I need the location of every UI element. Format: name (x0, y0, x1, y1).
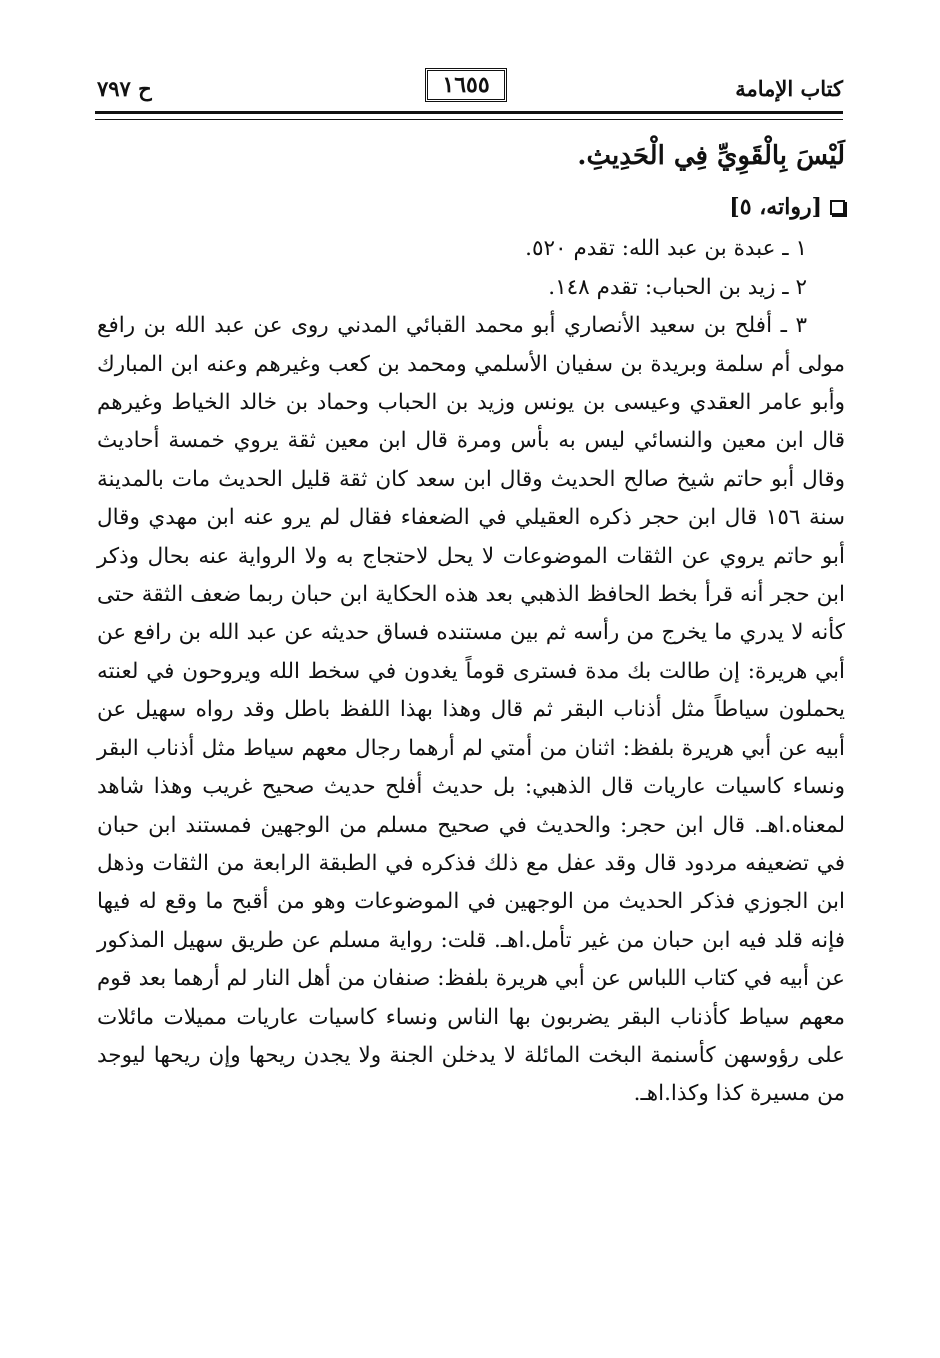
narrators-heading (97, 188, 845, 226)
book-title: كتاب الإمامة (735, 76, 843, 101)
narrators-heading-text: [رواته، ٥] (729, 194, 822, 220)
narrator-entry-1: ١ ـ عبدة بن عبد الله: تقدم ٥٢٠. (525, 236, 807, 262)
square-bullet-icon (830, 200, 845, 215)
narrator-entry-2: ٢ ـ زيد بن الحباب: تقدم ١٤٨. (548, 274, 807, 300)
page-number: ١٦٥٥ (442, 72, 490, 98)
page-header (95, 58, 843, 120)
hadith-reference: ح ٧٩٧ (97, 76, 152, 101)
page-number-frame (425, 68, 507, 102)
header-divider (95, 111, 843, 120)
page-body (97, 134, 845, 1114)
hadith-end-line: لَيْسَ بِالْقَوِيِّ فِي الْحَدِيثِ. (577, 141, 845, 171)
narrator-entry-3: ٣ ـ أفلح بن سعيد الأنصاري أبو محمد القبائي المدني روى عن عبد الله بن رافع مولى أم سلمة وبريدة بن سفيان الأسلمي ومحمد بن كعب وغيرهم وعنه ابن المبارك وأبو عامر العقدي وعيسى بن يونس وزيد بن الحباب وحماد بن خالد الخياط وغيرهم قال ابن معين والنسائي ليس به بأس ومرة قال ابن معين ثقة يروي خمسة أحاديث وقال أبو حاتم شيخ صالح الحديث وقال ابن سعد كان ثقة قليل الحديث مات بالمدينة سنة ١٥٦ قال ابن حجر ذكره العقيلي في الضعفاء فقال لم يرو عنه ابن مهدي وقال أبو حاتم يروي عن الثقات الموضوعات لا يحل لاحتجاج به ولا الرواية عنه بحال وذكر ابن حجر أنه قرأ بخط الحافظ الذهبي بعد هذه الحكاية ابن حبان ربما ضعف الثقة حتى كأنه لا يدري ما يخرج من رأسه ثم بين مستنده فساق حديثه عن عبد الله بن رافع عن أبي هريرة: إن طالت بك مدة فسترى قوماً يغدون في سخط الله ويروحون في لعنته يحملون سياطاً مثل أذناب البقر ثم قال وهذا بهذا اللفظ باطل وقد رواه سهيل عن أبيه عن أبي هريرة بلفظ: اثنان من أمتي لم أرهما رجال معهم سياط مثل أذناب البقر ونساء كاسيات عاريات قال الذهبي: بل حديث أفلح حديث صحيح غريب وهذا شاهد لمعناه.اهـ. قال ابن حجر: والحديث في صحيح مسلم من الوجهين فمستند ابن حبان في تضعيفه مردود قال وقد عفل مع ذلك فذكره في الطبقة الرابعة من الثقات وذهل ابن الجوزي فذكر الحديث من الوجهين في الموضوعات وهو من أقبح ما وقع له فيها فإنه قلد فيه ابن حبان من غير تأمل.اهـ. قلت: رواية مسلم عن طريق سهيل المذكور عن أبيه في كتاب اللباس عن أبي هريرة بلفظ: صنفان من أهل النار لم أرهما بعد قوم معهم سياط كأذناب البقر يضربون بها الناس ونساء كاسيات عاريات مميلات مائلات على رؤوسهن كأسنمة البخت المائلة لا يدخلن الجنة ولا يجدن ريحها وإن ريحها ليوجد من مسيرة كذا وكذا.اهـ. (97, 313, 845, 1107)
